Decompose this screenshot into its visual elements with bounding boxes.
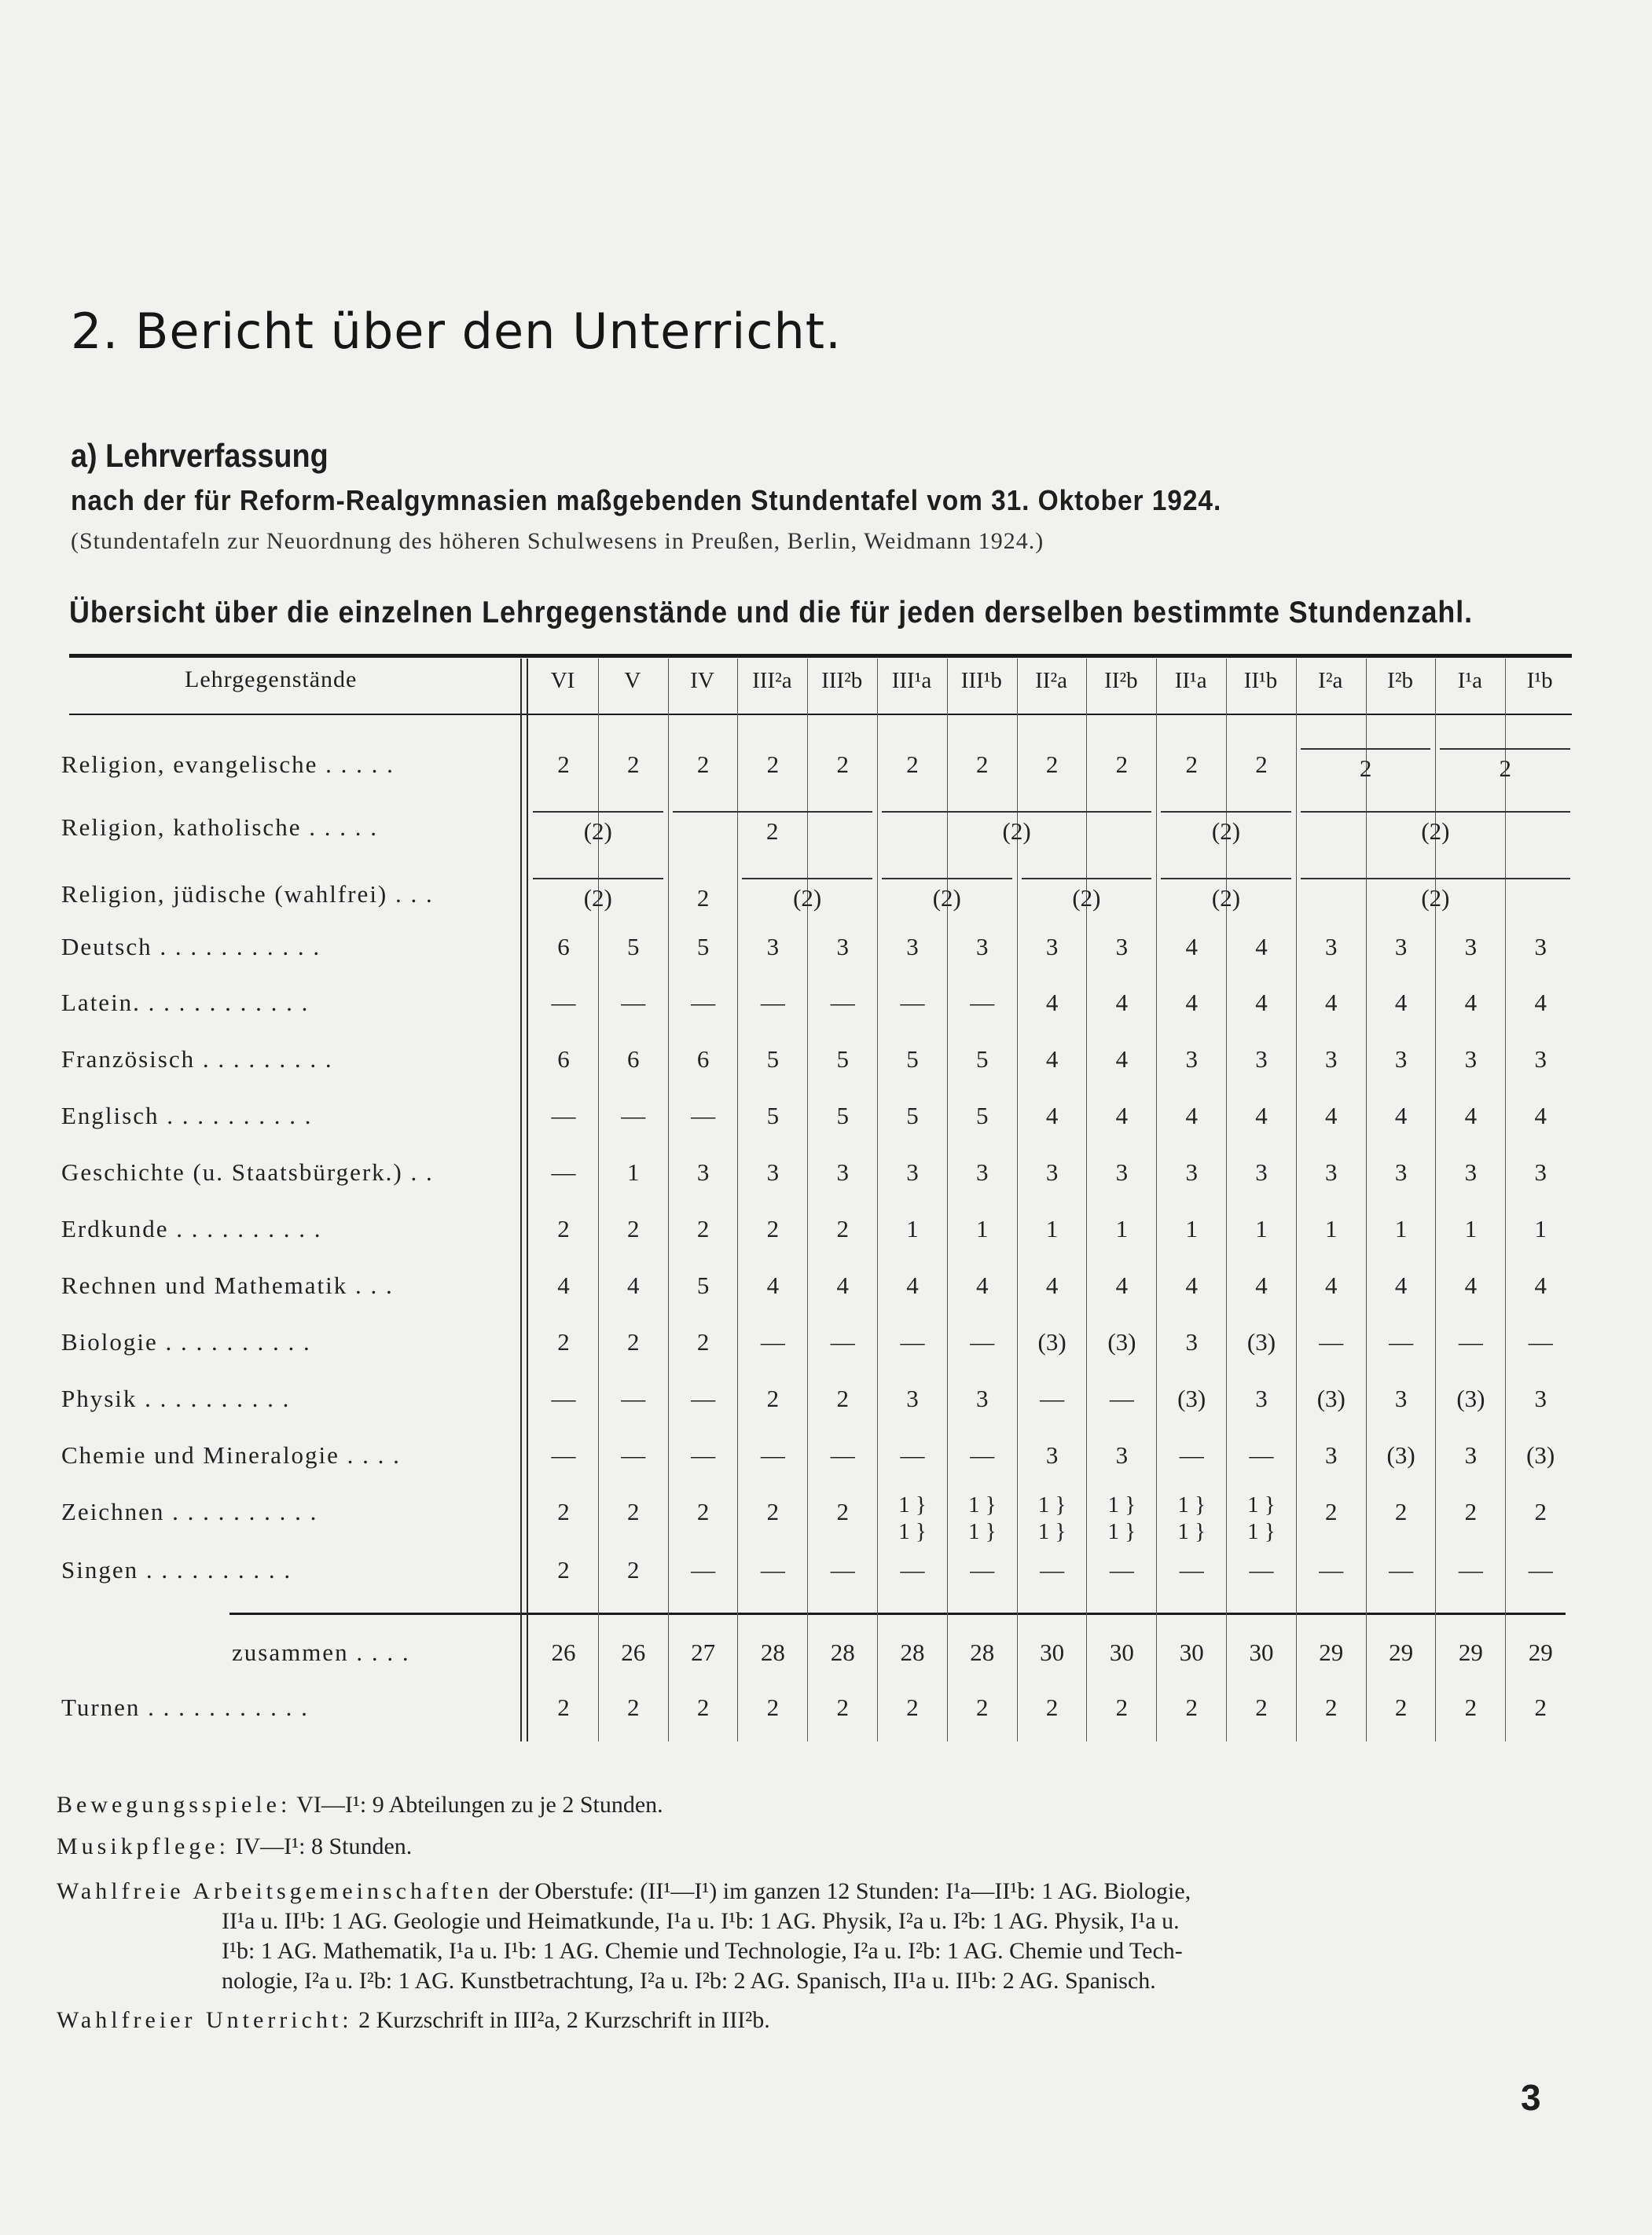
hours-cell: 5 <box>906 1102 919 1129</box>
hours-cell: 4 <box>1045 1102 1059 1129</box>
hours-cell: 3 <box>1394 1385 1408 1412</box>
hours-cell: — <box>1389 1328 1414 1356</box>
hours-cell: 28 <box>900 1639 925 1666</box>
hours-cell: 29 <box>1319 1639 1344 1666</box>
hours-cell: 29 <box>1528 1639 1553 1666</box>
hours-cell: 2 <box>1115 1694 1129 1721</box>
subject-label: Latein. . . . . . . . . . . . <box>61 989 310 1016</box>
hours-cell: 1 } 1 } <box>898 1492 927 1544</box>
note-ag-line2: II¹a u. II¹b: 1 AG. Geologie und Heimatkunde, I¹a u. I¹b: 1 AG. Physik, I²a u. I²b: 1 AG. Physik, I¹a u. <box>222 1908 1180 1934</box>
hours-cell: 5 <box>836 1045 849 1073</box>
hours-cell: 3 <box>1394 933 1408 960</box>
hours-cell: — <box>830 1441 855 1469</box>
hours-cell: — <box>1389 1556 1414 1584</box>
hours-cell: — <box>900 1328 925 1356</box>
hours-cell: 2 <box>696 1498 710 1525</box>
hours-cell: — <box>1109 1385 1134 1412</box>
grouped-hours: 2 <box>1435 754 1575 783</box>
hours-cell: 5 <box>976 1102 989 1129</box>
hours-cell: 4 <box>1464 989 1478 1016</box>
hours-cell: 3 <box>836 1158 849 1186</box>
hours-cell: 2 <box>836 1215 849 1242</box>
hours-cell: 2 <box>1394 1498 1408 1525</box>
hours-cell: 3 <box>1464 1441 1478 1469</box>
hours-cell: — <box>621 1102 646 1129</box>
hours-cell: 2 <box>836 1694 849 1721</box>
hours-cell: 2 <box>836 1385 849 1412</box>
hours-cell: 3 <box>906 1385 919 1412</box>
hours-cell: (3) <box>1037 1328 1066 1356</box>
hours-cell: 4 <box>766 1272 780 1299</box>
hours-cell: 4 <box>627 1272 640 1299</box>
hours-cell: 2 <box>696 1694 710 1721</box>
hours-cell: — <box>551 1385 576 1412</box>
hours-cell: 3 <box>1115 1441 1129 1469</box>
hours-cell: 4 <box>1464 1102 1478 1129</box>
hours-cell: (3) <box>1526 1441 1555 1469</box>
hours-cell: 3 <box>906 933 919 960</box>
hours-cell: 5 <box>696 933 710 960</box>
hours-cell: 1 } 1 } <box>1247 1492 1276 1544</box>
hours-cell: 6 <box>557 933 570 960</box>
hours-cell: — <box>830 989 855 1016</box>
hours-cell: — <box>551 1441 576 1469</box>
subject-label: Singen . . . . . . . . . . <box>61 1556 292 1584</box>
hours-cell: — <box>551 1158 576 1186</box>
hours-cell: 4 <box>1534 1272 1547 1299</box>
subject-label: Erdkunde . . . . . . . . . . <box>61 1215 322 1242</box>
hours-cell: 4 <box>1045 1045 1059 1073</box>
hours-cell: 2 <box>976 751 989 778</box>
hours-cell: 2 <box>1534 1498 1547 1525</box>
hours-cell: 4 <box>1255 1102 1268 1129</box>
hours-cell: 29 <box>1389 1639 1414 1666</box>
hours-cell: 5 <box>836 1102 849 1129</box>
hours-cell: 2 <box>627 1215 640 1242</box>
hours-cell: 26 <box>621 1639 646 1666</box>
note-musikpflege: Musikpflege: IV—I¹: 8 Stunden. <box>57 1833 413 1859</box>
hours-cell: 3 <box>1325 933 1338 960</box>
hours-cell: — <box>970 1441 995 1469</box>
subject-label: Französisch . . . . . . . . . <box>61 1045 333 1073</box>
hours-cell: 3 <box>1255 1158 1268 1186</box>
hours-cell: 4 <box>1394 989 1408 1016</box>
section-title: a) Lehrverfassung <box>71 437 329 474</box>
hours-cell: 6 <box>696 1045 710 1073</box>
hours-cell: 3 <box>1115 1158 1129 1186</box>
hours-cell: 5 <box>696 1272 710 1299</box>
note-arbeitsgemeinschaften: Wahlfreie Arbeitsgemeinschaften der Oberstufe: (II¹—I¹) im ganzen 12 Stunden: I¹a—II¹b: 1 AG. Biologie, <box>57 1878 1191 1904</box>
hours-cell: 2 <box>557 1556 570 1584</box>
grouped-hours: (2) <box>1156 817 1296 846</box>
hours-cell: 1 <box>976 1215 989 1242</box>
subject-header: Lehrgegenstände <box>185 666 358 692</box>
hours-cell: 2 <box>696 1215 710 1242</box>
hours-cell: — <box>621 1385 646 1412</box>
overview-title: Übersicht über die einzelnen Lehrgegenstände und die für jeden derselben bestimmte Stundenzahl. <box>69 596 1474 629</box>
hours-cell: 6 <box>627 1045 640 1073</box>
page-number: 3 <box>1521 2077 1541 2118</box>
column-header: III¹b <box>960 668 1002 693</box>
hours-cell: 2 <box>766 1498 780 1525</box>
subject-label: Englisch . . . . . . . . . . <box>61 1102 313 1129</box>
hours-cell: 4 <box>1185 1272 1198 1299</box>
hours-cell: 1 <box>906 1215 919 1242</box>
column-header: III²a <box>752 668 792 693</box>
hours-cell: 1 <box>1185 1215 1198 1242</box>
column-header: I²a <box>1318 668 1343 693</box>
hours-cell: 4 <box>1394 1102 1408 1129</box>
hours-cell: 2 <box>627 1694 640 1721</box>
hours-cell: 2 <box>1325 1498 1338 1525</box>
hours-cell: — <box>691 1385 716 1412</box>
hours-cell: 3 <box>1255 1385 1268 1412</box>
hours-cell: (3) <box>1177 1385 1206 1412</box>
hours-cell: 5 <box>766 1045 780 1073</box>
hours-cell: — <box>1179 1441 1204 1469</box>
hours-cell: — <box>970 989 995 1016</box>
hours-cell: — <box>551 989 576 1016</box>
hours-cell: — <box>970 1328 995 1356</box>
hours-cell: 4 <box>1255 1272 1268 1299</box>
hours-cell: — <box>621 989 646 1016</box>
hours-cell: 4 <box>1325 1272 1338 1299</box>
hours-cell: 2 <box>1045 751 1059 778</box>
hours-cell: 1 <box>1464 1215 1478 1242</box>
hours-cell: 3 <box>1464 933 1478 960</box>
hours-cell: 3 <box>766 933 780 960</box>
hours-cell: 1 <box>1394 1215 1408 1242</box>
subject-label: Religion, jüdische (wahlfrei) . . . <box>61 880 434 908</box>
subject-label: Deutsch . . . . . . . . . . . <box>61 933 321 960</box>
hours-cell: 4 <box>557 1272 570 1299</box>
grouped-hours: (2) <box>1017 884 1157 912</box>
bleed-through-text <box>181 169 190 206</box>
hours-cell: — <box>1040 1556 1065 1584</box>
subject-label: Rechnen und Mathematik . . . <box>61 1272 394 1299</box>
hours-cell: 27 <box>691 1639 716 1666</box>
column-header: II²b <box>1104 668 1138 693</box>
hours-cell: 3 <box>976 933 989 960</box>
hours-cell: 1 <box>627 1158 640 1186</box>
column-header: II¹a <box>1174 668 1207 693</box>
subject-label: zusammen . . . . <box>232 1639 410 1666</box>
hours-cell: 4 <box>1185 1102 1198 1129</box>
hours-cell: — <box>1249 1556 1274 1584</box>
hours-cell: 3 <box>1255 1045 1268 1073</box>
hours-cell: 3 <box>836 933 849 960</box>
column-header: IV <box>690 668 714 693</box>
subject-label: Zeichnen . . . . . . . . . . <box>61 1498 318 1525</box>
note-ag-line4: nologie, I²a u. I²b: 1 AG. Kunstbetrachtung, I²a u. I²b: 2 AG. Spanisch, II¹a u. II¹b: 2 AG. Spanisch. <box>222 1968 1156 1994</box>
hours-cell: 4 <box>1045 989 1059 1016</box>
hours-cell: 2 <box>906 751 919 778</box>
grouped-hours: 2 <box>668 817 877 846</box>
subject-label: Religion, katholische . . . . . <box>61 813 378 841</box>
hours-cell: 2 <box>1325 1694 1338 1721</box>
hours-cell: 3 <box>1534 1045 1547 1073</box>
hours-cell: 28 <box>830 1639 855 1666</box>
hours-cell: 30 <box>1179 1639 1204 1666</box>
hours-cell: 4 <box>1325 989 1338 1016</box>
hours-cell: — <box>691 1556 716 1584</box>
hours-cell: 4 <box>1185 933 1198 960</box>
hours-cell: 2 <box>557 1498 570 1525</box>
hours-cell: 5 <box>627 933 640 960</box>
grouped-hours: (2) <box>1296 884 1575 912</box>
hours-cell: (3) <box>1386 1441 1415 1469</box>
hours-cell: — <box>691 989 716 1016</box>
hours-cell: 4 <box>1255 989 1268 1016</box>
hours-cell: 3 <box>1325 1045 1338 1073</box>
hours-cell: 2 <box>1185 751 1198 778</box>
hours-cell: 3 <box>976 1385 989 1412</box>
hours-cell: 2 <box>766 1694 780 1721</box>
hours-cell: — <box>691 1441 716 1469</box>
hours-cell: 2 <box>1534 1694 1547 1721</box>
hours-cell: 5 <box>766 1102 780 1129</box>
hours-cell: 3 <box>1185 1045 1198 1073</box>
note-wahlfreier-unterricht: Wahlfreier Unterricht: 2 Kurzschrift in III²a, 2 Kurzschrift in III²b. <box>57 2007 770 2033</box>
hours-cell: 3 <box>1045 933 1059 960</box>
subject-label: Religion, evangelische . . . . . <box>61 751 395 778</box>
hours-cell: 2 <box>627 1556 640 1584</box>
grouped-hours: (2) <box>528 817 668 846</box>
hours-cell: 3 <box>1394 1045 1408 1073</box>
hours-cell: 28 <box>760 1639 785 1666</box>
hours-cell: — <box>1528 1328 1553 1356</box>
hours-cell: 4 <box>836 1272 849 1299</box>
hours-cell: 3 <box>1185 1158 1198 1186</box>
grouped-hours: (2) <box>1156 884 1296 912</box>
hours-cell: 2 <box>627 751 640 778</box>
hours-cell: — <box>970 1556 995 1584</box>
hours-cell: (3) <box>1316 1385 1345 1412</box>
hours-cell: 26 <box>551 1639 576 1666</box>
hours-cell: — <box>1528 1556 1553 1584</box>
hours-cell: 1 } 1 } <box>1177 1492 1206 1544</box>
hours-cell: 3 <box>1045 1441 1059 1469</box>
hours-cell: — <box>1319 1556 1344 1584</box>
hours-cell: 2 <box>557 751 570 778</box>
column-header: II¹b <box>1243 668 1278 693</box>
hours-cell: 2 <box>1045 1694 1059 1721</box>
hours-cell: 2 <box>766 1215 780 1242</box>
hours-cell: 4 <box>1464 1272 1478 1299</box>
column-header: III¹a <box>891 668 932 693</box>
hours-cell: 28 <box>970 1639 995 1666</box>
hours-cell: 4 <box>906 1272 919 1299</box>
page-heading: 2. Bericht über den Unterricht. <box>71 303 842 360</box>
hours-cell: 4 <box>976 1272 989 1299</box>
table-top-rule <box>69 654 1572 658</box>
hours-cell: — <box>760 1556 785 1584</box>
hours-cell: 2 <box>696 884 710 912</box>
hours-cell: — <box>1179 1556 1204 1584</box>
hours-cell: 3 <box>1534 1158 1547 1186</box>
hours-cell: 3 <box>766 1158 780 1186</box>
hours-cell: 4 <box>1534 989 1547 1016</box>
hours-cell: 3 <box>1325 1441 1338 1469</box>
column-header: I²b <box>1387 668 1414 693</box>
hours-cell: 3 <box>906 1158 919 1186</box>
hours-cell: 3 <box>1464 1045 1478 1073</box>
hours-cell: 1 <box>1045 1215 1059 1242</box>
column-header: VI <box>550 668 575 693</box>
hours-cell: 3 <box>1534 933 1547 960</box>
grouped-hours: (2) <box>877 817 1156 846</box>
hours-cell: 1 } 1 } <box>1107 1492 1136 1544</box>
hours-cell: 2 <box>696 1328 710 1356</box>
hours-cell: — <box>1458 1556 1483 1584</box>
subject-label: Physik . . . . . . . . . . <box>61 1385 291 1412</box>
hours-cell: — <box>900 1556 925 1584</box>
hours-cell: — <box>621 1441 646 1469</box>
hours-cell: — <box>830 1328 855 1356</box>
hours-cell: 1 <box>1325 1215 1338 1242</box>
grouped-hours: (2) <box>528 884 668 912</box>
hours-cell: — <box>760 1441 785 1469</box>
hours-cell: 2 <box>1255 1694 1268 1721</box>
hours-cell: 2 <box>557 1694 570 1721</box>
header-bottom-rule <box>69 714 1572 715</box>
note-ag-line3: I¹b: 1 AG. Mathematik, I¹a u. I¹b: 1 AG. Chemie und Technologie, I²a u. I²b: 1 AG. Chemie und Tech- <box>222 1938 1183 1964</box>
hours-cell: (3) <box>1456 1385 1485 1412</box>
hours-cell: — <box>1109 1556 1134 1584</box>
hours-cell: 6 <box>557 1045 570 1073</box>
hours-cell: 4 <box>1255 933 1268 960</box>
grouped-hours: (2) <box>1296 817 1575 846</box>
hours-cell: 2 <box>1464 1694 1478 1721</box>
hours-cell: 2 <box>627 1328 640 1356</box>
hours-cell: — <box>1319 1328 1344 1356</box>
column-header: I¹b <box>1526 668 1553 693</box>
hours-cell: 5 <box>976 1045 989 1073</box>
hours-cell: 2 <box>696 751 710 778</box>
column-header: III²b <box>821 668 863 693</box>
hours-cell: 3 <box>696 1158 710 1186</box>
hours-cell: 3 <box>976 1158 989 1186</box>
column-header: I¹a <box>1457 668 1482 693</box>
hours-cell: — <box>691 1102 716 1129</box>
hours-cell: — <box>900 1441 925 1469</box>
hours-cell: — <box>760 1328 785 1356</box>
column-header: II²a <box>1035 668 1068 693</box>
subject-label: Chemie und Mineralogie . . . . <box>61 1441 401 1469</box>
hours-cell: 4 <box>1115 989 1129 1016</box>
hours-cell: 30 <box>1040 1639 1065 1666</box>
hours-cell: 2 <box>627 1498 640 1525</box>
hours-cell: 2 <box>1185 1694 1198 1721</box>
hours-cell: 3 <box>1045 1158 1059 1186</box>
hours-cell: 4 <box>1045 1272 1059 1299</box>
hours-cell: 2 <box>1115 751 1129 778</box>
grouped-hours: (2) <box>737 884 877 912</box>
hours-cell: 2 <box>766 1385 780 1412</box>
grouped-hours: 2 <box>1296 754 1436 783</box>
subject-label: Biologie . . . . . . . . . . <box>61 1328 311 1356</box>
hours-cell: (3) <box>1107 1328 1136 1356</box>
hours-cell: — <box>1458 1328 1483 1356</box>
hours-cell: 4 <box>1115 1045 1129 1073</box>
hours-cell: 29 <box>1458 1639 1483 1666</box>
grouped-hours: (2) <box>877 884 1017 912</box>
subject-label: Turnen . . . . . . . . . . . <box>61 1694 309 1721</box>
hours-cell: 4 <box>1534 1102 1547 1129</box>
hours-cell: 1 } 1 } <box>967 1492 997 1544</box>
hours-cell: 30 <box>1109 1639 1134 1666</box>
hours-cell: 3 <box>1394 1158 1408 1186</box>
column-divider <box>520 659 522 1741</box>
hours-cell: — <box>830 1556 855 1584</box>
column-header: V <box>624 668 641 693</box>
section-subtitle: nach der für Reform-Realgymnasien maßgebenden Stundentafel vom 31. Oktober 1924. <box>71 484 1222 516</box>
hours-cell: 1 <box>1255 1215 1268 1242</box>
hours-cell: 2 <box>836 751 849 778</box>
section-source: (Stundentafeln zur Neuordnung des höheren Schulwesens in Preußen, Berlin, Weidmann 1924.) <box>71 528 1044 554</box>
hours-cell: 2 <box>766 751 780 778</box>
hours-cell: — <box>760 989 785 1016</box>
hours-cell: 4 <box>1115 1272 1129 1299</box>
hours-cell: 4 <box>1185 989 1198 1016</box>
hours-cell: — <box>1249 1441 1274 1469</box>
hours-cell: 30 <box>1249 1639 1274 1666</box>
hours-cell: 2 <box>906 1694 919 1721</box>
hours-cell: 2 <box>1394 1694 1408 1721</box>
hours-cell: 3 <box>1185 1328 1198 1356</box>
hours-cell: 2 <box>1464 1498 1478 1525</box>
hours-cell: 5 <box>906 1045 919 1073</box>
hours-cell: 4 <box>1394 1272 1408 1299</box>
hours-cell: 4 <box>1325 1102 1338 1129</box>
hours-cell: 1 } 1 } <box>1037 1492 1066 1544</box>
hours-cell: 2 <box>836 1498 849 1525</box>
hours-cell: 3 <box>1325 1158 1338 1186</box>
hours-cell: — <box>551 1102 576 1129</box>
hours-cell: 3 <box>1534 1385 1547 1412</box>
hours-cell: 2 <box>1255 751 1268 778</box>
hours-cell: 2 <box>557 1328 570 1356</box>
hours-cell: 1 <box>1115 1215 1129 1242</box>
hours-cell: 3 <box>1464 1158 1478 1186</box>
hours-cell: (3) <box>1246 1328 1276 1356</box>
hours-cell: 1 <box>1534 1215 1547 1242</box>
hours-cell: 4 <box>1115 1102 1129 1129</box>
hours-cell: — <box>1040 1385 1065 1412</box>
note-bewegungsspiele: Bewegungsspiele: VI—I¹: 9 Abteilungen zu je 2 Stunden. <box>57 1792 663 1818</box>
hours-cell: 2 <box>557 1215 570 1242</box>
hours-cell: 2 <box>976 1694 989 1721</box>
hours-cell: — <box>900 989 925 1016</box>
subject-label: Geschichte (u. Staatsbürgerk.) . . <box>61 1158 434 1186</box>
hours-cell: 3 <box>1115 933 1129 960</box>
